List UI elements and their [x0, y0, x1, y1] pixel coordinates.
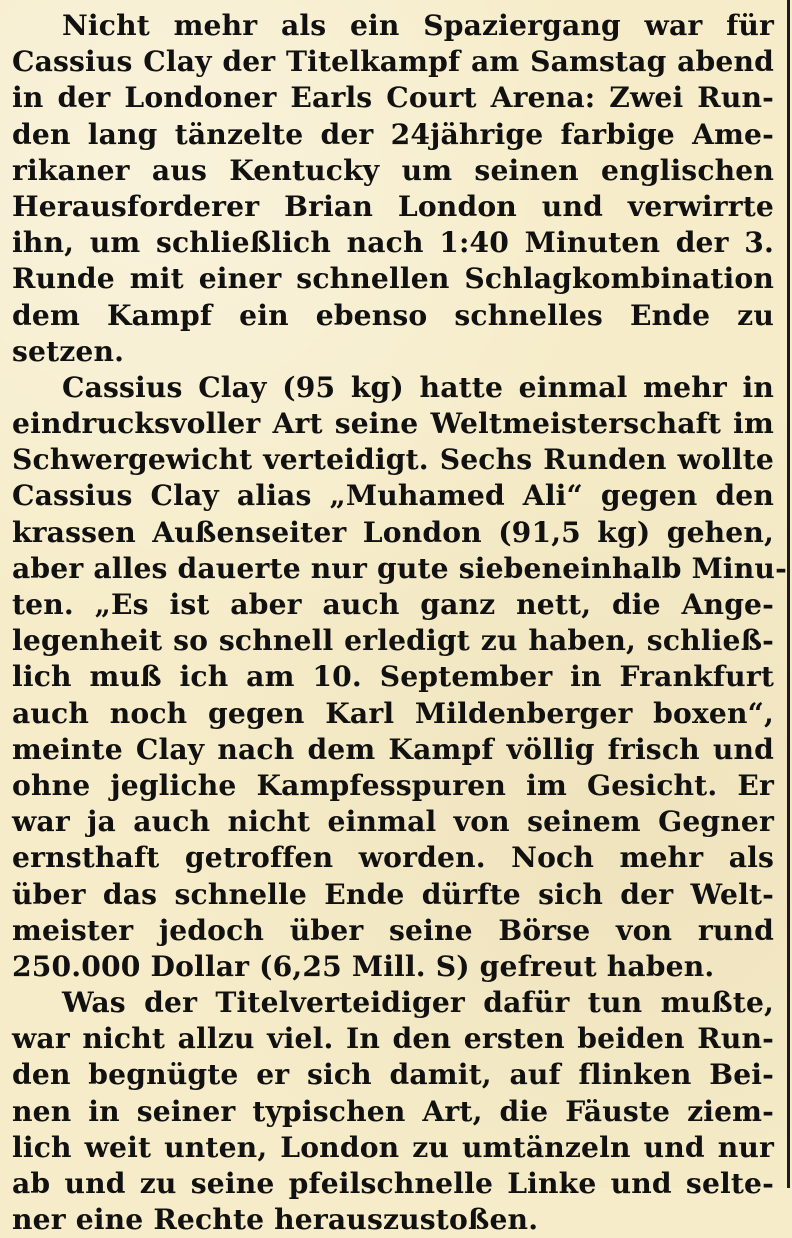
text-line: lich weit unten, London zu umtänzeln und nur — [12, 1130, 774, 1164]
text-line: meinte Clay nach dem Kampf völlig frisch und — [12, 732, 774, 766]
text-line: war nicht allzu viel. In den ersten beiden Run- — [12, 1022, 774, 1056]
text-line: Schwergewicht verteidigt. Sechs Runden wollte — [12, 443, 774, 477]
paragraph-2 — [12, 370, 787, 985]
column-rule — [787, 0, 790, 1188]
text-line: den lang tänzelte der 24jährige farbige Ame- — [12, 117, 774, 151]
text-line: Cassius Clay alias „Muhamed Ali“ gegen den — [12, 479, 774, 513]
text-line: krassen Außenseiter London (91,5 kg) gehen, — [12, 515, 774, 549]
text-line: in der Londoner Earls Court Arena: Zwei Run- — [12, 81, 774, 115]
text-line: rikaner aus Kentucky um seinen englischen — [12, 153, 774, 187]
text-line: ihn, um schließlich nach 1:40 Minuten der 3. — [12, 226, 774, 260]
text-line: ten. „Es ist aber auch ganz nett, die Ange- — [12, 588, 774, 621]
paragraph-1 — [12, 8, 774, 370]
text-line: nen in seiner typischen Art, die Fäuste ziem- — [12, 1094, 774, 1128]
text-line: aber alles dauerte nur gute siebeneinhalb Minu- — [12, 551, 787, 585]
text-line: setzen. — [12, 334, 125, 368]
text-line: 250.000 Dollar (6,25 Mill. S) gefreut haben. — [12, 949, 715, 983]
text-line: Herausforderer Brian London und verwirrte — [12, 189, 774, 223]
text-line: ohne jegliche Kampfesspuren im Gesicht. Er — [12, 768, 774, 802]
text-line: über das schnelle Ende dürfte sich der Welt- — [12, 877, 774, 911]
text-line: Nicht mehr als ein Spaziergang war für — [62, 9, 774, 42]
text-line: lich muß ich am 10. September in Frankfurt — [12, 660, 774, 694]
text-line: dem Kampf ein ebenso schnelles Ende zu — [12, 298, 774, 332]
text-line: auch noch gegen Karl Mildenberger boxen“, — [12, 696, 774, 730]
text-line: ernsthaft getroffen worden. Noch mehr als — [12, 841, 774, 875]
text-line: den begnügte er sich damit, auf flinken Bei- — [12, 1058, 774, 1092]
text-line: meister jedoch über seine Börse von rund — [12, 913, 774, 947]
text-line: war ja auch nicht einmal von seinem Gegner — [12, 805, 774, 839]
text-line: Cassius Clay der Titelkampf am Samstag abend — [12, 45, 774, 79]
text-line: eindrucksvoller Art seine Weltmeisterschaft im — [12, 407, 774, 441]
article-body — [12, 8, 787, 1238]
text-line: ner eine Rechte herauszustoßen. — [12, 1203, 539, 1237]
text-line: Runde mit einer schnellen Schlagkombination — [12, 262, 774, 296]
text-line: ab und zu seine pfeilschnelle Linke und selte- — [12, 1167, 774, 1200]
text-line: legenheit so schnell erledigt zu haben, schließ- — [12, 624, 774, 658]
text-line: Cassius Clay (95 kg) hatte einmal mehr in — [62, 370, 774, 404]
text-line: Was der Titelverteidiger dafür tun mußte, — [62, 986, 774, 1020]
paragraph-3 — [12, 985, 774, 1238]
